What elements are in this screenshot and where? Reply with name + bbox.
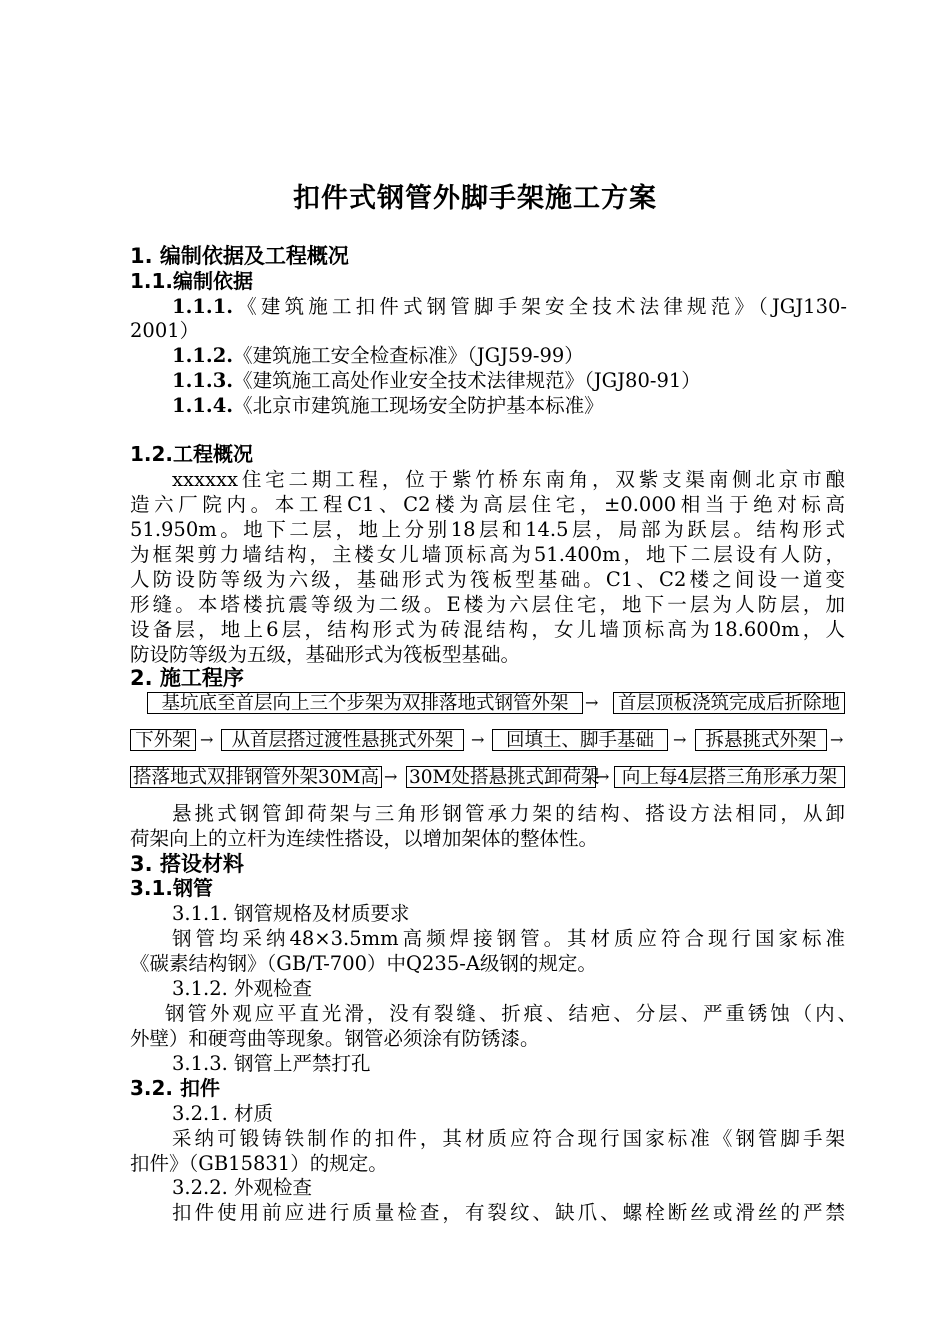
ref-item-1-continuation: 2001） bbox=[130, 319, 200, 342]
section-1-2-heading: 1.2.工程概况 bbox=[130, 442, 254, 466]
overview-line: 人防设防等级为六级，基础形式为筏板型基础。C1、C2楼之间设一道变 bbox=[130, 568, 845, 591]
flow-step-3: 从首层搭过渡性悬挑式外架 bbox=[221, 729, 464, 751]
flow-step-2: 首层顶板浇筑完成后折除地 bbox=[613, 692, 845, 714]
flow-arrow-icon: → bbox=[384, 767, 398, 786]
item-3-2-2 bbox=[172, 1175, 892, 1201]
section-3-1-heading: 3.1.钢管 bbox=[130, 876, 214, 900]
item-3-2-1 bbox=[172, 1101, 892, 1127]
item-title: 材质 bbox=[234, 1102, 274, 1125]
ref-text: 《建筑施工扣件式钢管脚手架安全技术法律规范》（JGJ130- bbox=[233, 295, 847, 318]
section-2-paragraph-line: 荷架向上的立杆为连续性搭设，以增加架体的整体性。 bbox=[130, 827, 599, 850]
document-title: 扣件式钢管外脚手架施工方案 bbox=[293, 183, 657, 214]
item-3-1-3 bbox=[172, 1051, 892, 1077]
ref-text: 《北京市建筑施工现场安全防护基本标准》 bbox=[233, 394, 604, 417]
flow-step-6: 搭落地式双排钢管外架30M高 bbox=[130, 766, 382, 788]
item-title: 钢管规格及材质要求 bbox=[234, 902, 410, 925]
item-3-1-2 bbox=[172, 976, 892, 1002]
ref-item-4 bbox=[172, 393, 892, 419]
section-3-heading: 3. 搭设材料 bbox=[130, 852, 244, 876]
flow-step-1: 基坑底至首层向上三个步架为双排落地式钢管外架 bbox=[147, 692, 583, 714]
item-3-2-1-line: 采纳可锻铸铁制作的扣件，其材质应符合现行国家标准《钢管脚手架 bbox=[172, 1127, 845, 1150]
ref-number: 1.1.1. bbox=[172, 295, 234, 318]
overview-line: 51.950m。地下二层，地上分别18层和14.5层，局部为跃层。结构形式 bbox=[130, 518, 845, 541]
item-3-1-2-line: 钢管外观应平直光滑，没有裂缝、折痕、结疤、分层、严重锈蚀（内、 bbox=[165, 1002, 857, 1025]
flow-row-2 bbox=[130, 729, 850, 755]
item-number: 3.2.1. bbox=[172, 1102, 228, 1125]
item-number: 3.1.3. bbox=[172, 1052, 228, 1075]
flow-step-8: 向上每4层搭三角形承力架 bbox=[614, 766, 845, 788]
ref-number: 1.1.2. bbox=[172, 344, 234, 367]
item-3-1-1-line: 钢管均采纳48×3.5mm高频焊接钢管。其材质应符合现行国家标准 bbox=[172, 927, 845, 950]
flow-arrow-icon: → bbox=[471, 730, 485, 749]
overview-line: 形缝。本塔楼抗震等级为二级。E楼为六层住宅，地下一层为人防层，加 bbox=[130, 593, 845, 616]
item-title: 外观检查 bbox=[234, 977, 313, 1000]
item-number: 3.1.2. bbox=[172, 977, 228, 1000]
overview-line: 防设防等级为五级，基础形式为筏板型基础。 bbox=[130, 643, 521, 666]
item-number: 3.1.1. bbox=[172, 902, 228, 925]
flow-arrow-icon: → bbox=[596, 767, 610, 786]
ref-text: 《建筑施工高处作业安全技术法律规范》（JGJ80-91） bbox=[233, 369, 701, 392]
item-3-1-1 bbox=[172, 901, 892, 927]
flow-step-4: 回填土、脚手基础 bbox=[492, 729, 668, 751]
item-title: 钢管上严禁打孔 bbox=[234, 1052, 371, 1075]
section-3-2-heading: 3.2. 扣件 bbox=[130, 1076, 220, 1100]
ref-text: 《建筑施工安全检查标准》（JGJ59-99） bbox=[233, 344, 584, 367]
overview-line: xxxxxx住宅二期工程，位于紫竹桥东南角，双紫支渠南侧北京市酿 bbox=[172, 468, 845, 491]
item-3-1-2-line: 外壁）和硬弯曲等现象。钢管必须涂有防锈漆。 bbox=[130, 1027, 540, 1050]
flow-step-5: 拆悬挑式外架 bbox=[695, 729, 827, 751]
flow-arrow-icon: → bbox=[585, 693, 599, 712]
flow-step-2-continued: 下外架 bbox=[130, 729, 196, 751]
section-2-paragraph-line: 悬挑式钢管卸荷架与三角形钢管承力架的结构、搭设方法相同，从卸 bbox=[172, 802, 845, 825]
item-number: 3.2.2. bbox=[172, 1176, 228, 1199]
ref-item-2 bbox=[172, 343, 892, 369]
section-1-heading: 1. 编制依据及工程概况 bbox=[130, 244, 349, 268]
flow-arrow-icon: → bbox=[673, 730, 687, 749]
flow-arrow-icon: → bbox=[830, 730, 844, 749]
item-3-2-1-line: 扣件》（GB15831）的规定。 bbox=[130, 1152, 388, 1175]
flow-arrow-icon: → bbox=[200, 730, 214, 749]
section-2-heading: 2. 施工程序 bbox=[130, 666, 244, 690]
ref-item-1 bbox=[172, 294, 847, 320]
ref-item-3 bbox=[172, 368, 892, 394]
ref-number: 1.1.4. bbox=[172, 394, 234, 417]
overview-line: 设备层，地上6层，结构形式为砖混结构，女儿墙顶标高为18.600m，人 bbox=[130, 618, 845, 641]
overview-line: 为框架剪力墙结构，主楼女儿墙顶标高为51.400m，地下二层设有人防， bbox=[130, 543, 845, 566]
item-title: 外观检查 bbox=[234, 1176, 313, 1199]
ref-number: 1.1.3. bbox=[172, 369, 234, 392]
item-3-1-1-line: 《碳素结构钢》（GB/T-700）中Q235-A级钢的规定。 bbox=[130, 952, 597, 975]
flow-row-3 bbox=[130, 766, 850, 792]
flow-step-7: 30M处搭悬挑式卸荷架 bbox=[406, 766, 596, 788]
flow-row-1 bbox=[130, 692, 850, 718]
section-1-1-heading: 1.1.编制依据 bbox=[130, 269, 254, 293]
overview-line: 造六厂院内。本工程C1、C2楼为高层住宅，±0.000相当于绝对标高 bbox=[130, 493, 845, 516]
item-3-2-2-line: 扣件使用前应进行质量检查，有裂纹、缺爪、螺栓断丝或滑丝的严禁 bbox=[172, 1201, 845, 1224]
